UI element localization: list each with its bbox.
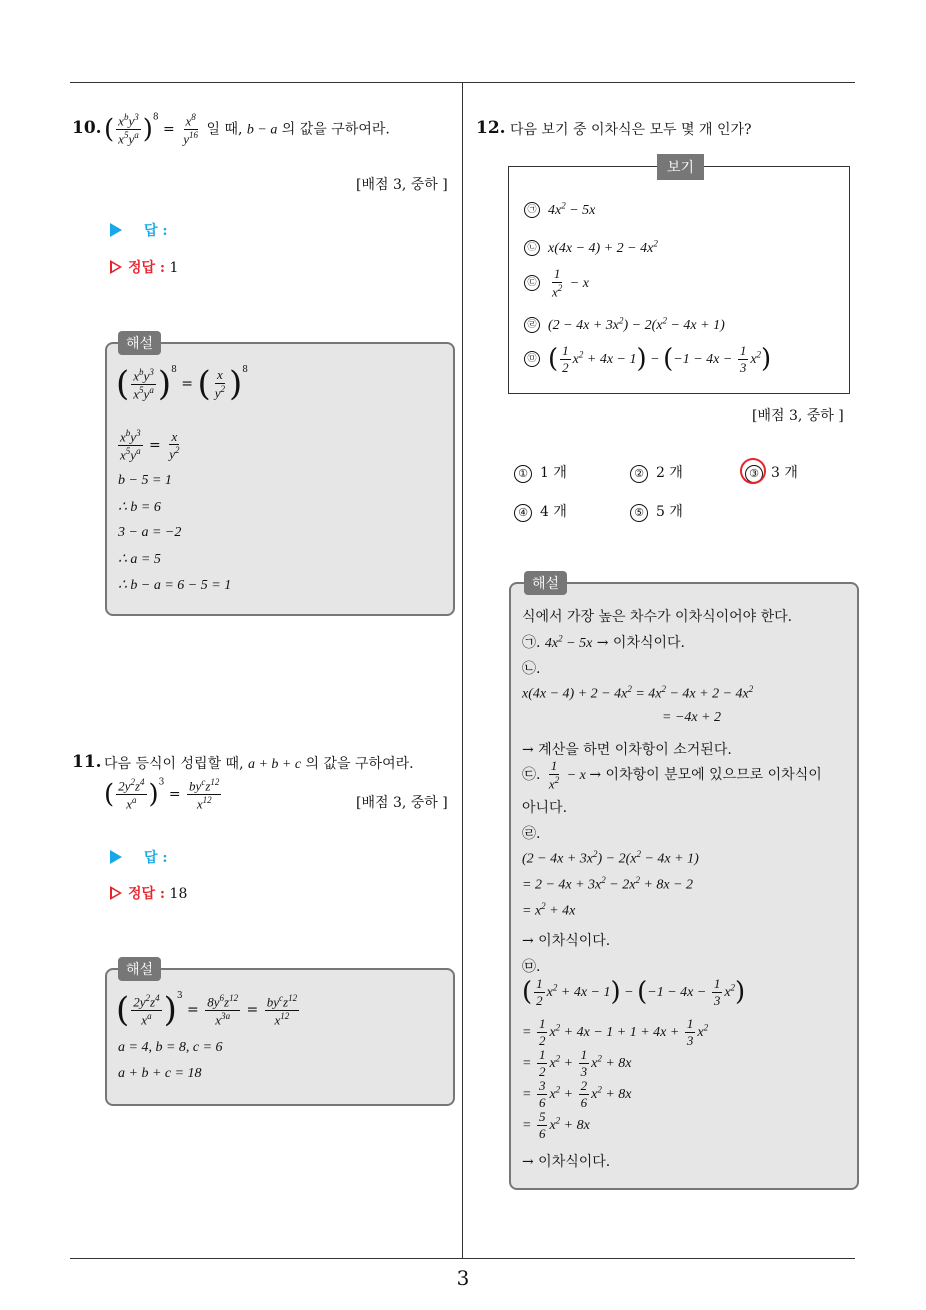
q11-question-text: 다음 등식이 성립할 때, (104, 756, 244, 772)
q12-explain-b-note: → 계산을 하면 이차항이 소거된다. (522, 742, 732, 758)
q12-explain-e-note: → 이차식이다. (522, 1154, 611, 1170)
q12-explain-b-head: ㉡. (522, 661, 541, 677)
q11-explanation-tag: 해설 (118, 957, 161, 981)
q12-explain-d-eq3: = $x^2 + 4x$ (522, 901, 576, 919)
q10-condition: 일 때, (206, 121, 243, 138)
q11-correct-answer: 정답 : 18 (110, 883, 187, 903)
q12-explain-b-eq2: = −4x + 2 (662, 710, 722, 725)
q10-number: 10. (72, 118, 102, 138)
q11-answer-label[interactable]: 답 : (110, 847, 168, 867)
q12-explain-c-note2: 아니다. (522, 800, 568, 816)
choice-4[interactable]: ④ 4 개 (514, 501, 567, 522)
q12-explanation-tag: 해설 (524, 571, 567, 595)
q11-question: 다음 등식이 성립할 때, a + b + c 의 값을 구하여라. (104, 756, 414, 772)
q10-step-2: ∴ b = 6 (118, 500, 161, 515)
q10-correct-answer: 정답 : 1 (110, 257, 178, 277)
q12-explain-c: ㉢. $\frac{1}{x^2}$ − x → 이차항이 분모에 있으므로 이차식이 (522, 758, 822, 791)
q10-step-1: b − 5 = 1 (118, 473, 172, 488)
selected-answer-ring (740, 458, 766, 484)
q11-score: [배점 3, 중하 ] (356, 795, 448, 811)
q12-explain-b-eq1: $x(4x - 4) + 2 - 4x^2 = 4x^2 - 4x + 2 - 4x^2$ (522, 684, 754, 702)
q10-ask: 의 값을 구하여라. (281, 121, 390, 138)
choice-5[interactable]: ⑤ 5 개 (630, 501, 683, 522)
q12-explain-e-eq3: = $\frac{1}{2}$ $x^2$ + $\frac{1}{3}$ $x^2 + 8x$ (522, 1047, 632, 1079)
q10-step-4: ∴ a = 5 (118, 552, 161, 567)
q12-explain-e-eq4: = $\frac{3}{6}$ $x^2$ + $\frac{2}{6}$ $x^2 + 8x$ (522, 1078, 632, 1110)
bogi-tag: 보기 (657, 154, 704, 180)
q12-question: 다음 보기 중 이차식은 모두 몇 개 인가? (510, 122, 752, 138)
q10-step-5: ∴ b − a = 6 − 5 = 1 (118, 578, 232, 593)
q12-score: [배점 3, 중하 ] (752, 408, 844, 424)
outline-triangle-icon (110, 886, 122, 900)
q10-step-3: 3 − a = −2 (118, 525, 182, 540)
bogi-item-4: ㉣ $(2 - 4x + 3x^2) - 2(x^2 - 4x + 1)$ (524, 315, 725, 334)
q11-ask: 의 값을 구하여라. (305, 756, 414, 772)
q12-explain-intro: 식에서 가장 높은 차수가 이차식이어야 한다. (522, 609, 793, 625)
q12-explain-e-eq5: = $\frac{5}{6}$ $x^2 + 8x$ (522, 1109, 590, 1141)
play-icon (110, 850, 122, 864)
q12-explain-e-eq2: = $\frac{1}{2}$ $x^2 + 4x - 1 + 1 + 4x$ + $\frac{1}{3}$ $x^2$ (522, 1016, 709, 1048)
q12-explain-e-eq1: ( $\frac{1}{2}$ $x^2 + 4x - 1) - (-1 - 4x$ − $\frac{1}{3}$ $x^2$) (522, 976, 746, 1008)
q10-explain-eq2: $\frac{x^by^3}{x^5y^a}$ = $\frac{x}{y^2}$ (120, 428, 180, 463)
page-number: 3 (456, 1266, 470, 1290)
q12-explain-e-head: ㉤. (522, 959, 541, 975)
bogi-item-2: ㉡ $x(4x - 4) + 2 - 4x^2$ (524, 238, 658, 257)
q10-score: [배점 3, 중하 ] (356, 177, 448, 193)
bottom-rule (70, 1258, 855, 1259)
bogi-item-1: ㉠ $4x^2 - 5x$ (524, 200, 595, 219)
q12-explain-d-head: ㉣. (522, 826, 541, 842)
choice-2[interactable]: ② 2 개 (630, 462, 683, 483)
q12-number: 12. (476, 118, 506, 138)
play-icon (110, 223, 122, 237)
bogi-item-5: ㉤ ( $\frac{1}{2}$ $x^2 + 4x - 1) - (-1 - 4x$ − $\frac{1}{3}$ $x^2$) (524, 343, 771, 375)
q11-number: 11. (72, 752, 102, 772)
q10-explain-eq1: ( $\frac{x^by^3}{x^5y^a}$ )$^8$ = ( $\frac{x}{y^2}$ )$^8$ (116, 364, 249, 404)
q11-equation: ( $\frac{2y^2z^4}{x^a}$ )$^3$ = $\frac{by^cz^{12}}{x^{12}}$ (104, 777, 220, 812)
column-divider (462, 82, 463, 1258)
q11-step-2: a + b + c = 18 (118, 1066, 202, 1081)
q11-explanation-box (105, 968, 455, 1106)
q12-explain-a: ㉠. $4x^2 - 5x$ → 이차식이다. (522, 633, 686, 651)
q11-explain-eq1: ( $\frac{2y^2z^4}{x^a}$ )$^3$ = $\frac{8y^6z^{12}}{x^{3a}}$ = $\frac{by^cz^{12}}{x^{12}}$ (116, 990, 298, 1030)
q12-explain-d-eq1: $(2 - 4x + 3x^2) - 2(x^2 - 4x + 1)$ (522, 849, 699, 867)
q12-explain-d-eq2: = $2 - 4x + 3x^2 - 2x^2 + 8x - 2$ (522, 875, 694, 893)
choice-3[interactable]: ③ 3 개 (745, 462, 798, 483)
q10-question: ( $\frac{x^by^3}{x^5y^a}$ )$^8$ = $\frac{x^8}{y^{16}}$ 일 때, b − a 의 값을 구하여라. (104, 112, 390, 147)
choice-1[interactable]: ① 1 개 (514, 462, 567, 483)
q10-answer-label[interactable]: 답 : (110, 220, 168, 240)
bogi-item-3: ㉢ $\frac{1}{x^2}$ − x (524, 266, 589, 300)
q11-step-1: a = 4, b = 8, c = 6 (118, 1040, 223, 1055)
q12-explain-d-note: → 이차식이다. (522, 933, 611, 949)
outline-triangle-icon (110, 260, 122, 274)
q10-explanation-tag: 해설 (118, 331, 161, 355)
